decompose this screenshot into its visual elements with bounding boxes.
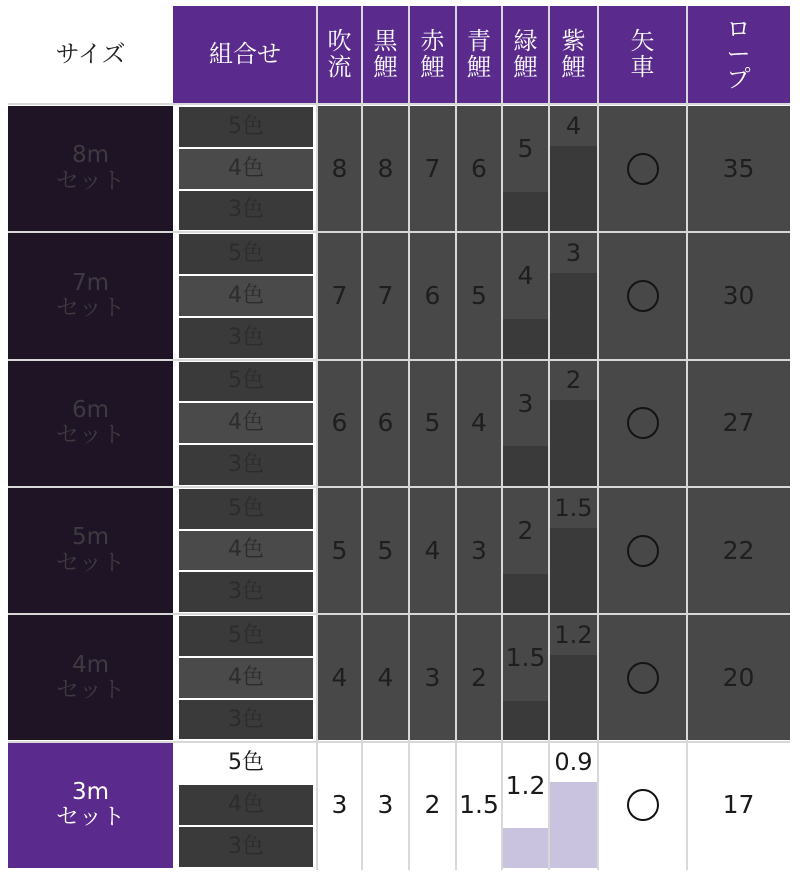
size-unit: セット bbox=[56, 549, 125, 576]
midori-fill bbox=[502, 574, 549, 614]
fukinagashi-cell bbox=[317, 743, 362, 868]
kuro-cell bbox=[362, 743, 409, 868]
fukinagashi-cell bbox=[317, 488, 362, 613]
midori-cell bbox=[502, 743, 549, 829]
ao-value: 6 bbox=[471, 153, 487, 183]
aka-value: 3 bbox=[424, 663, 441, 693]
rope-cell bbox=[687, 615, 790, 740]
yaguruma-cell bbox=[598, 743, 687, 868]
kuro-value: 8 bbox=[377, 153, 394, 183]
midori-value: 2 bbox=[517, 515, 534, 545]
header-yaguruma bbox=[598, 6, 687, 103]
midori-cell bbox=[502, 361, 549, 447]
size-cell bbox=[8, 233, 173, 358]
fukinagashi-value: 6 bbox=[331, 408, 348, 438]
kuro-value: 7 bbox=[377, 281, 394, 311]
combo-cell bbox=[179, 700, 313, 740]
kuro-cell bbox=[362, 615, 409, 740]
grid-line bbox=[8, 103, 790, 105]
aka-value: 4 bbox=[424, 535, 441, 565]
combo-label: 4色 bbox=[228, 410, 264, 436]
murasaki-value: 1.5 bbox=[554, 493, 593, 522]
midori-fill bbox=[502, 446, 549, 486]
combo-label: 3色 bbox=[228, 324, 264, 350]
size-cell bbox=[8, 361, 173, 486]
ao-value: 3 bbox=[471, 535, 487, 565]
kuro-cell bbox=[362, 488, 409, 613]
kuro-value: 6 bbox=[377, 408, 394, 438]
aka-cell bbox=[409, 106, 456, 231]
grid-line bbox=[8, 741, 790, 743]
aka-cell bbox=[409, 233, 456, 358]
combo-cell bbox=[179, 445, 313, 485]
aka-cell bbox=[409, 615, 456, 740]
size-value: 4m bbox=[71, 651, 110, 678]
midori-value: 4 bbox=[517, 261, 534, 291]
header-kuro-char: 黒 bbox=[373, 27, 398, 56]
fukinagashi-cell bbox=[317, 233, 362, 358]
grid-line bbox=[8, 486, 790, 488]
ao-cell bbox=[456, 361, 502, 486]
header-yaguruma-char: 矢 bbox=[630, 27, 655, 56]
ao-cell bbox=[456, 743, 502, 868]
size-value: 7m bbox=[71, 269, 110, 296]
midori-cell bbox=[502, 615, 549, 701]
ao-cell bbox=[456, 615, 502, 740]
murasaki-cell bbox=[549, 488, 598, 528]
combo-cell bbox=[179, 362, 313, 402]
combo-label: 5色 bbox=[228, 495, 264, 521]
grid-line bbox=[8, 613, 790, 615]
yaguruma-cell bbox=[598, 106, 687, 231]
murasaki-fill bbox=[549, 400, 598, 486]
combo-label: 4色 bbox=[228, 792, 264, 818]
header-rope-char: ロ bbox=[726, 14, 751, 43]
combo-cell bbox=[179, 572, 313, 612]
header-midori bbox=[502, 6, 549, 103]
size-cell bbox=[8, 743, 173, 868]
header-kuro bbox=[362, 6, 409, 103]
ao-cell bbox=[456, 106, 502, 231]
header-size-label: サイズ bbox=[55, 40, 126, 69]
rope-cell bbox=[687, 743, 790, 868]
aka-cell bbox=[409, 743, 456, 868]
size-unit: セット bbox=[56, 422, 125, 449]
grid-line bbox=[8, 231, 790, 233]
ao-cell bbox=[456, 233, 502, 358]
rope-value: 35 bbox=[722, 153, 755, 183]
midori-value: 5 bbox=[517, 134, 534, 164]
murasaki-fill bbox=[549, 782, 598, 868]
yaguruma-cell bbox=[598, 233, 687, 358]
size-cell bbox=[8, 615, 173, 740]
combo-label: 5色 bbox=[228, 113, 264, 139]
header-combo bbox=[173, 6, 317, 103]
combo-cell bbox=[179, 658, 313, 698]
murasaki-value: 2 bbox=[565, 366, 582, 395]
header-rope-char: ー bbox=[726, 39, 751, 68]
size-cell bbox=[8, 488, 173, 613]
murasaki-fill bbox=[549, 528, 598, 614]
ao-value: 1.5 bbox=[459, 790, 499, 820]
ao-value: 4 bbox=[471, 408, 487, 438]
combo-label: 4色 bbox=[228, 537, 264, 563]
grid-line bbox=[8, 359, 790, 361]
murasaki-value: 3 bbox=[565, 238, 582, 267]
aka-value: 5 bbox=[424, 408, 441, 438]
rope-cell bbox=[687, 106, 790, 231]
fukinagashi-value: 8 bbox=[331, 153, 348, 183]
murasaki-fill bbox=[549, 273, 598, 359]
combo-label: 3色 bbox=[228, 579, 264, 605]
size-unit: セット bbox=[56, 676, 125, 703]
combo-cell bbox=[179, 403, 313, 443]
circle-mark-icon bbox=[627, 535, 659, 567]
combo-label: 3色 bbox=[228, 451, 264, 477]
midori-cell bbox=[502, 488, 549, 574]
midori-fill bbox=[502, 192, 549, 232]
header-rope-char: プ bbox=[726, 65, 751, 94]
murasaki-cell bbox=[549, 361, 598, 401]
header-rope bbox=[687, 6, 790, 103]
header-ao-char: 青 bbox=[467, 27, 491, 56]
murasaki-cell bbox=[549, 106, 598, 146]
combo-cell bbox=[179, 489, 313, 529]
rope-value: 17 bbox=[722, 790, 755, 820]
ao-value: 2 bbox=[471, 663, 487, 693]
size-value: 8m bbox=[71, 142, 110, 169]
header-fukinagashi-char: 吹 bbox=[327, 27, 352, 56]
header-fukinagashi bbox=[317, 6, 362, 103]
combo-cell bbox=[179, 616, 313, 656]
header-midori-char: 緑 bbox=[513, 27, 538, 56]
kuro-value: 5 bbox=[377, 535, 394, 565]
circle-mark-icon bbox=[627, 280, 659, 312]
murasaki-fill bbox=[549, 146, 598, 232]
size-cell bbox=[8, 106, 173, 231]
size-unit: セット bbox=[56, 804, 125, 831]
combo-label: 4色 bbox=[228, 282, 264, 308]
combo-cell bbox=[179, 107, 313, 147]
header-ao-char: 鯉 bbox=[467, 52, 491, 81]
header-aka bbox=[409, 6, 456, 103]
combo-label: 4色 bbox=[228, 155, 264, 181]
fukinagashi-cell bbox=[317, 361, 362, 486]
header-murasaki-char: 鯉 bbox=[561, 52, 586, 81]
combo-cell bbox=[179, 785, 313, 825]
combo-label: 4色 bbox=[228, 664, 264, 690]
combo-cell bbox=[179, 744, 313, 784]
size-unit: セット bbox=[56, 167, 125, 194]
fukinagashi-cell bbox=[317, 615, 362, 740]
circle-mark-icon bbox=[627, 153, 659, 185]
header-ao bbox=[456, 6, 502, 103]
combo-cell bbox=[179, 149, 313, 189]
murasaki-cell bbox=[549, 743, 598, 783]
circle-mark-icon bbox=[627, 662, 659, 694]
header-size bbox=[8, 6, 173, 103]
midori-fill bbox=[502, 828, 549, 868]
murasaki-cell bbox=[549, 233, 598, 273]
header-murasaki bbox=[549, 6, 598, 103]
combo-cell bbox=[179, 276, 313, 316]
rope-value: 22 bbox=[722, 535, 755, 565]
rope-value: 30 bbox=[722, 281, 755, 311]
yaguruma-cell bbox=[598, 361, 687, 486]
combo-cell bbox=[179, 531, 313, 571]
kuro-cell bbox=[362, 233, 409, 358]
header-aka-char: 鯉 bbox=[420, 52, 445, 81]
aka-value: 7 bbox=[424, 153, 441, 183]
combo-label: 5色 bbox=[228, 368, 264, 394]
yaguruma-cell bbox=[598, 488, 687, 613]
kuro-cell bbox=[362, 106, 409, 231]
ao-cell bbox=[456, 488, 502, 613]
rope-cell bbox=[687, 233, 790, 358]
combo-label: 3色 bbox=[228, 706, 264, 732]
fukinagashi-value: 7 bbox=[331, 281, 348, 311]
combo-label: 5色 bbox=[228, 750, 264, 776]
size-value: 6m bbox=[71, 396, 110, 423]
midori-value: 1.5 bbox=[505, 643, 546, 673]
murasaki-value: 0.9 bbox=[554, 748, 593, 777]
aka-value: 2 bbox=[424, 790, 441, 820]
ao-value: 5 bbox=[471, 281, 487, 311]
header-kuro-char: 鯉 bbox=[373, 52, 398, 81]
header-aka-char: 赤 bbox=[420, 27, 445, 56]
midori-value: 1.2 bbox=[505, 770, 546, 800]
kuro-cell bbox=[362, 361, 409, 486]
size-value: 3m bbox=[71, 778, 110, 805]
header-yaguruma-char: 車 bbox=[630, 52, 655, 81]
combo-cell bbox=[179, 234, 313, 274]
kuro-value: 3 bbox=[377, 790, 394, 820]
fukinagashi-cell bbox=[317, 106, 362, 231]
combo-cell bbox=[179, 191, 313, 231]
rope-value: 20 bbox=[722, 663, 755, 693]
fukinagashi-value: 4 bbox=[331, 663, 348, 693]
aka-cell bbox=[409, 488, 456, 613]
circle-mark-icon bbox=[627, 407, 659, 439]
header-combo-label: 組合せ bbox=[209, 40, 281, 69]
size-unit: セット bbox=[56, 294, 125, 321]
midori-cell bbox=[502, 233, 549, 319]
murasaki-value: 4 bbox=[565, 111, 582, 140]
rope-value: 27 bbox=[722, 408, 755, 438]
header-fukinagashi-char: 流 bbox=[327, 52, 352, 81]
midori-value: 3 bbox=[517, 388, 534, 418]
combo-cell bbox=[179, 827, 313, 867]
fukinagashi-value: 5 bbox=[331, 535, 348, 565]
yaguruma-cell bbox=[598, 615, 687, 740]
combo-cell bbox=[179, 318, 313, 358]
fukinagashi-value: 3 bbox=[331, 790, 348, 820]
murasaki-value: 1.2 bbox=[554, 620, 593, 649]
aka-cell bbox=[409, 361, 456, 486]
combo-label: 3色 bbox=[228, 833, 264, 859]
midori-fill bbox=[502, 701, 549, 741]
header-murasaki-char: 紫 bbox=[561, 27, 586, 56]
rope-cell bbox=[687, 488, 790, 613]
combo-label: 5色 bbox=[228, 241, 264, 267]
murasaki-cell bbox=[549, 615, 598, 655]
midori-cell bbox=[502, 106, 549, 192]
midori-fill bbox=[502, 319, 549, 359]
combo-label: 3色 bbox=[228, 197, 264, 223]
aka-value: 6 bbox=[424, 281, 441, 311]
kuro-value: 4 bbox=[377, 663, 394, 693]
murasaki-fill bbox=[549, 655, 598, 741]
combo-label: 5色 bbox=[228, 622, 264, 648]
size-value: 5m bbox=[71, 524, 110, 551]
header-midori-char: 鯉 bbox=[513, 52, 538, 81]
rope-cell bbox=[687, 361, 790, 486]
circle-mark-icon bbox=[627, 789, 659, 821]
